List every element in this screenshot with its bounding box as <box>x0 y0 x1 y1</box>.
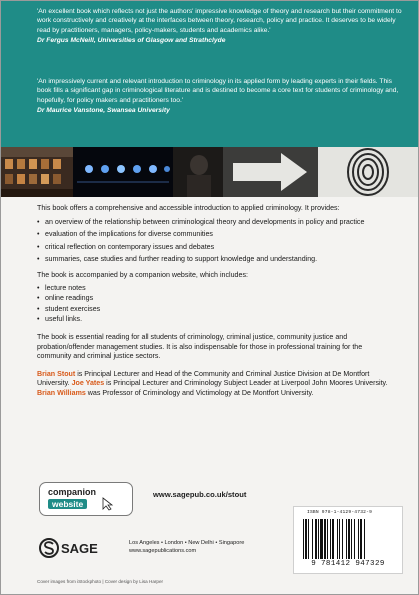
bullet-icon: • <box>37 217 40 226</box>
list-item-text: online readings <box>45 294 94 303</box>
author-bio: is Principal Lecturer and Criminology Subject Leader at Liverpool John Moores University. <box>104 379 388 388</box>
barcode-bar <box>354 519 355 559</box>
companion-url[interactable]: www.sagepub.co.uk/stout <box>153 490 247 499</box>
author-bios <box>37 370 397 399</box>
sage-logo <box>39 537 105 559</box>
list-item-text: evaluation of the implications for diverse communities <box>45 230 213 239</box>
quote-attribution: Dr Fergus McNeill, Universities of Glasgow and Strathclyde <box>37 36 226 44</box>
quote-text: 'An impressively current and relevant introduction to criminology in its applied form by leading experts in their fields. This book fills a significant gap in criminological literature and is destined to become a core text for students of criminology and, hopefully, for policy makers and practitioners too.' <box>37 78 399 104</box>
barcode-bar <box>320 519 323 559</box>
author-name: Brian Williams <box>37 388 86 397</box>
barcode-bar <box>358 519 359 559</box>
list-item <box>37 315 397 325</box>
companion-intro-text: The book is accompanied by a companion website, which includes: <box>37 270 248 279</box>
essential-reading-text: The book is essential reading for all students of criminology, criminal justice, community justice and probation/offender management studies. It is also indispensable for those in professional training for the community and criminal justice sectors. <box>37 332 363 361</box>
barcode-bar <box>332 519 334 559</box>
list-item <box>37 305 397 315</box>
list-item <box>37 230 397 240</box>
list-item-text: critical reflection on contemporary issues and debates <box>45 242 215 251</box>
arrow-photo <box>223 147 318 197</box>
barcode-bar <box>346 519 347 559</box>
endorsement-quote <box>37 77 403 115</box>
author-name: Joe Yates <box>71 379 105 388</box>
list-item <box>37 255 397 265</box>
author-name: Brian Stout <box>37 369 76 378</box>
bullet-icon: • <box>37 315 40 324</box>
list-item-text: student exercises <box>45 304 101 313</box>
barcode-bar <box>327 519 328 559</box>
barcode-bar <box>330 519 331 559</box>
endorsement-quote <box>37 7 403 45</box>
list-item-text: an overview of the relationship between criminological theory and developments in policy and practice <box>45 217 365 226</box>
badge-line1: companion <box>48 487 97 497</box>
publisher-website[interactable]: www.sagepublications.com <box>129 548 197 554</box>
barcode-bar <box>337 519 338 559</box>
sage-logo-text: SAGE <box>61 541 98 556</box>
badge-line2: website <box>48 499 87 509</box>
quote-text: 'An excellent book which reflects not just the authors' impressive knowledge of theory and research but their commitment to work constructively and creatively at the interfaces between theory, research, policy and practice. It deserves to be widely read by practitioners, managers, policy-makers, students and academics alike.' <box>37 8 402 34</box>
author-bio: is Principal Lecturer and Head of the Community and Criminal Justice Division at De Montfort University. <box>37 369 370 388</box>
isbn-label: ISBN 978-1-4129-4732-9 <box>307 510 373 515</box>
bullet-icon: • <box>37 255 40 264</box>
barcode-bar <box>308 519 309 559</box>
publisher-cities: Los Angeles • London • New Delhi • Singapore <box>129 540 245 546</box>
intro-text: This book offers a comprehensive and accessible introduction to applied criminology. It provides: <box>37 204 340 212</box>
building-photo <box>1 147 73 197</box>
barcode-bar <box>351 519 352 559</box>
cursor-icon <box>102 497 114 511</box>
bullet-icon: • <box>37 283 40 292</box>
list-item <box>37 294 397 304</box>
figure-photo <box>173 147 223 197</box>
barcode-bar <box>364 519 365 559</box>
barcode-bar <box>312 519 313 559</box>
endorsements-panel <box>1 1 418 147</box>
cover-credits: Cover images from iStockphoto | Cover design by Lisa Harper <box>37 579 164 584</box>
list-item <box>37 243 397 253</box>
description <box>37 204 397 399</box>
companion-list <box>37 284 397 325</box>
barcode-bar <box>303 519 304 559</box>
barcode-bars <box>302 519 394 559</box>
bullet-icon: • <box>37 242 40 251</box>
list-item <box>37 218 397 228</box>
list-item-text: summaries, case studies and further reading to support knowledge and understanding. <box>45 255 318 264</box>
list-item-text: useful links. <box>45 315 83 324</box>
quote-attribution: Dr Maurice Vanstone, Swansea University <box>37 106 170 114</box>
bullet-icon: • <box>37 230 40 239</box>
bullet-icon: • <box>37 304 40 313</box>
barcode-bar <box>318 519 319 559</box>
barcode-bar <box>342 519 343 559</box>
barcode-bar <box>339 519 340 559</box>
fingerprint-photo <box>318 147 418 197</box>
barcode-number: 9 781412 947329 <box>311 560 385 568</box>
barcode-bar <box>360 519 362 559</box>
photo-strip <box>1 147 418 197</box>
list-item-text: lecture notes <box>45 283 86 292</box>
barcode-bar <box>324 519 326 559</box>
author-bio: was Professor of Criminology and Victimology at De Montfort University. <box>85 388 314 397</box>
barcode <box>293 506 403 574</box>
publisher-info <box>129 539 244 555</box>
barcode-bar <box>305 519 307 559</box>
lights-photo <box>73 147 173 197</box>
barcode-bar <box>348 519 350 559</box>
barcode-bar <box>315 519 317 559</box>
companion-website-badge <box>39 482 133 516</box>
features-list <box>37 218 397 265</box>
bullet-icon: • <box>37 294 40 303</box>
list-item <box>37 284 397 294</box>
